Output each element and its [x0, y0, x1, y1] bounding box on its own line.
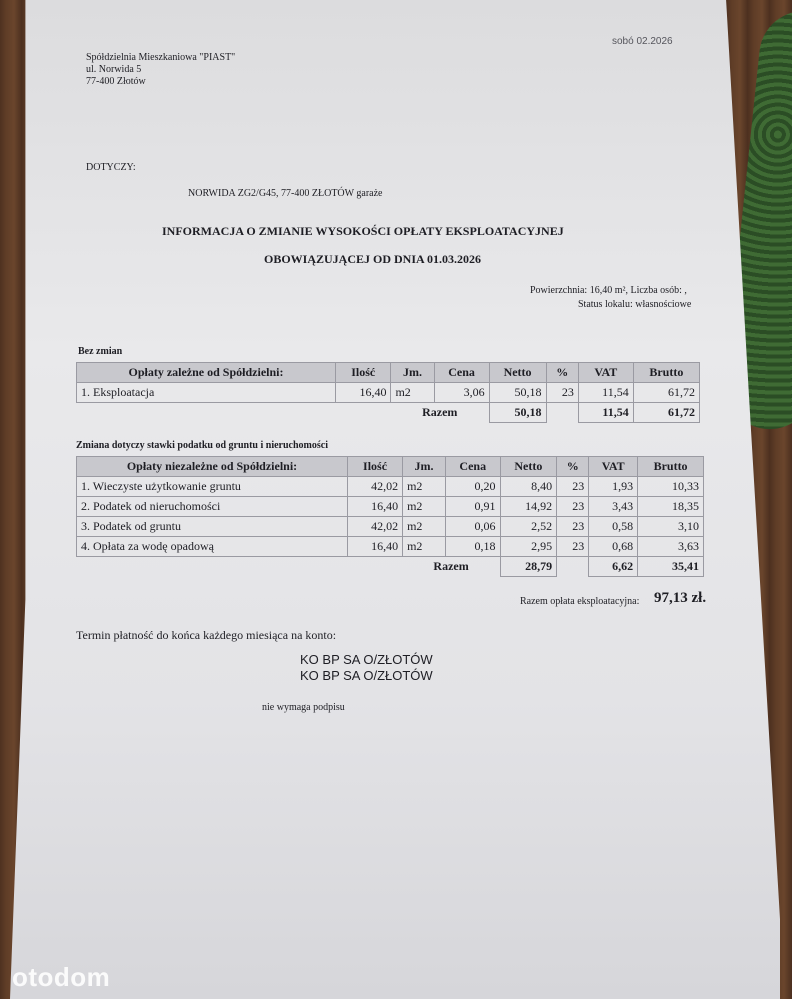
document-date: sobó 02.2026	[612, 36, 673, 47]
col-header: Netto	[489, 363, 546, 383]
row-pct: 23	[557, 517, 589, 537]
table-row	[77, 477, 704, 497]
row-unit: m2	[403, 497, 446, 517]
row-net: 14,92	[500, 497, 557, 517]
table-header-row	[77, 457, 704, 477]
table-row	[77, 517, 704, 537]
sum-gross: 61,72	[633, 403, 699, 423]
sum-vat: 11,54	[578, 403, 633, 423]
otodom-watermark: otodom	[12, 962, 111, 992]
section1-note: Bez zmian	[78, 346, 123, 357]
row-net: 2,52	[500, 517, 557, 537]
row-vat: 1,93	[589, 477, 638, 497]
col-header: Netto	[500, 457, 557, 477]
row-name: 4. Opłata za wodę opadową	[77, 537, 348, 557]
row-unit: m2	[403, 477, 446, 497]
col-header: %	[557, 457, 589, 477]
col-header: Opłaty zależne od Spółdzielni:	[77, 363, 336, 383]
row-price: 0,06	[445, 517, 500, 537]
row-gross: 3,10	[638, 517, 704, 537]
col-header: VAT	[578, 363, 633, 383]
total-value: 97,13 zł.	[654, 590, 707, 606]
sender-name: Spółdzielnia Mieszkaniowa "PIAST"	[86, 52, 236, 63]
table-sum-row	[77, 403, 700, 423]
table-header-row	[77, 363, 700, 383]
row-unit: m2	[391, 383, 434, 403]
sum-net: 50,18	[489, 403, 546, 423]
sum-label: Razem	[422, 405, 458, 420]
row-price: 3,06	[434, 383, 489, 403]
col-header: Opłaty niezależne od Spółdzielni:	[77, 457, 348, 477]
row-vat: 0,58	[589, 517, 638, 537]
table-row	[77, 383, 700, 403]
sum-vat: 6,62	[589, 557, 638, 577]
row-net: 8,40	[500, 477, 557, 497]
payment-terms: Termin płatność do końca każdego miesiąca na konto:	[76, 628, 337, 642]
fees-table-cooperative	[76, 362, 700, 423]
row-pct: 23	[557, 477, 589, 497]
row-qty: 42,02	[348, 477, 403, 497]
row-pct: 23	[557, 537, 589, 557]
row-gross: 3,63	[638, 537, 704, 557]
document-subtitle: OBOWIĄZUJĄCEJ OD DNIA 01.03.2026	[264, 252, 482, 266]
bank-account-2: KO BP SA O/ZŁOTÓW	[300, 668, 433, 683]
row-unit: m2	[403, 537, 446, 557]
section2-note: Zmiana dotyczy stawki podatku od gruntu i nieruchomości	[76, 440, 328, 451]
row-name: 3. Podatek od gruntu	[77, 517, 348, 537]
regarding-address: NORWIDA ZG2/G45, 77-400 ZŁOTÓW garaże	[188, 188, 383, 199]
row-gross: 10,33	[638, 477, 704, 497]
row-price: 0,91	[445, 497, 500, 517]
col-header: Cena	[434, 363, 489, 383]
row-qty: 42,02	[348, 517, 403, 537]
row-unit: m2	[403, 517, 446, 537]
row-vat: 3,43	[589, 497, 638, 517]
row-price: 0,20	[445, 477, 500, 497]
col-header: Brutto	[638, 457, 704, 477]
table-row	[77, 537, 704, 557]
row-qty: 16,40	[348, 497, 403, 517]
col-header: Brutto	[633, 363, 699, 383]
total-label: Razem opłata eksploatacyjna:	[520, 596, 640, 607]
sum-gross: 35,41	[638, 557, 704, 577]
col-header: Ilość	[336, 363, 391, 383]
row-qty: 16,40	[348, 537, 403, 557]
col-header: Jm.	[391, 363, 434, 383]
col-header: Ilość	[348, 457, 403, 477]
col-header: %	[546, 363, 578, 383]
row-name: 1. Wieczyste użytkowanie gruntu	[77, 477, 348, 497]
sum-label: Razem	[433, 559, 469, 574]
sender-city: 77-400 Złotów	[86, 76, 146, 87]
row-name: 2. Podatek od nieruchomości	[77, 497, 348, 517]
row-name: 1. Eksploatacja	[77, 383, 336, 403]
row-price: 0,18	[445, 537, 500, 557]
col-header: VAT	[589, 457, 638, 477]
row-vat: 11,54	[578, 383, 633, 403]
row-gross: 18,35	[638, 497, 704, 517]
fees-table-independent	[76, 456, 704, 577]
sender-street: ul. Norwida 5	[86, 64, 142, 75]
row-pct: 23	[546, 383, 578, 403]
signature-note: nie wymaga podpisu	[262, 702, 345, 713]
property-status: Status lokalu: własnościowe	[578, 299, 692, 310]
row-pct: 23	[557, 497, 589, 517]
row-net: 50,18	[489, 383, 546, 403]
row-net: 2,95	[500, 537, 557, 557]
row-qty: 16,40	[336, 383, 391, 403]
col-header: Cena	[445, 457, 500, 477]
document-title: INFORMACJA O ZMIANIE WYSOKOŚCI OPŁATY EKSPLOATACYJNEJ	[162, 224, 564, 238]
bank-account-1: KO BP SA O/ZŁOTÓW	[300, 652, 433, 667]
sum-net: 28,79	[500, 557, 557, 577]
regarding-label: DOTYCZY:	[86, 162, 136, 173]
table-sum-row	[77, 557, 704, 577]
table-row	[77, 497, 704, 517]
row-gross: 61,72	[633, 383, 699, 403]
property-area: Powierzchnia: 16,40 m², Liczba osób: ,	[530, 285, 687, 296]
row-vat: 0,68	[589, 537, 638, 557]
col-header: Jm.	[403, 457, 446, 477]
